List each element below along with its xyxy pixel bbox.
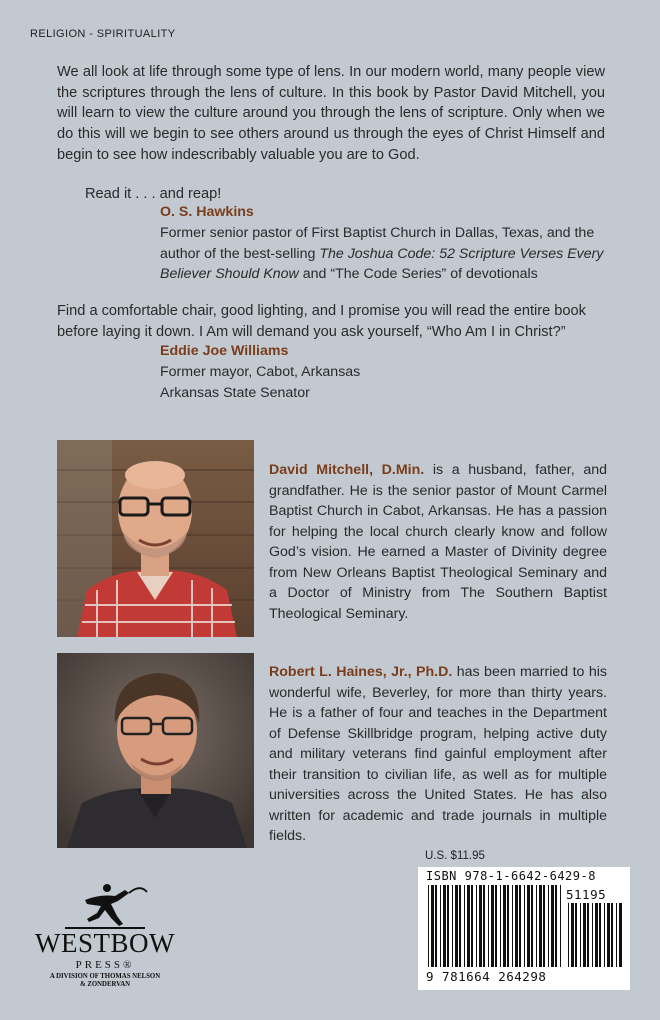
barcode-bar [455,885,458,967]
barcode-bar [447,885,449,967]
publisher-press: PRESS® [75,959,135,971]
publisher-brand: WESTBOW [35,928,175,958]
barcode-bar [503,885,506,967]
barcode-digits: 9 781664 264298 [426,969,547,984]
barcode-bar [500,885,501,967]
addon-number: 51195 [566,887,607,902]
barcode-bar [467,885,470,967]
publisher-division-line2: & ZONDERVAN [79,981,131,988]
blurb2-paragraph [57,301,613,342]
read-line: Read it . . . and reap! [85,186,222,202]
endorser-line2: Arkansas State Senator [160,384,310,401]
barcode-bar [464,885,465,967]
barcode-bar [611,903,613,967]
barcode-bar [551,885,554,967]
publisher-logo [25,880,185,990]
barcode-bar [595,903,598,967]
barcode-bar [519,885,521,967]
barcode-bar [543,885,545,967]
endorsement-williams [160,341,620,403]
barcode-bar [495,885,497,967]
barcode-bar [507,885,509,967]
barcode-bar [488,885,489,967]
barcode-bar [580,903,581,967]
barcode-bar [443,885,446,967]
endorser-book-title: The Joshua Code: 52 Scripture Verses Every Believer Should Know [160,245,604,283]
barcode-bar [568,903,569,967]
barcode-bar [616,903,617,967]
portrait-haines-image [57,653,254,848]
barcode-bar [583,903,586,967]
author-bio-haines [269,662,607,847]
endorser-title-text-end: and “The Code Series” of devotionals [298,266,538,283]
endorser-name: O. S. Hawkins [160,204,254,220]
barcode-bar [452,885,453,967]
barcode-bar [476,885,477,967]
barcode-bar [459,885,461,967]
category-label: RELIGION - SPIRITUALITY [30,28,176,40]
barcode-bar [560,885,561,967]
endorser-title [160,223,620,285]
endorser-title-text: Former senior pastor of First Baptist Church in Dallas, Texas, and the author of the best-selling [160,224,595,262]
author-name: David Mitchell, D.Min. [269,462,425,478]
barcode-bar [571,903,574,967]
barcode-bar [483,885,485,967]
endorser-name: Eddie Joe Williams [160,343,289,359]
barcode-bar [527,885,530,967]
blurb-paragraph [57,62,605,166]
author-bio-mitchell [269,460,607,624]
barcode-bar [431,885,434,967]
barcode-bar [587,903,589,967]
barcode-bar [512,885,513,967]
blurb-text: We all look at life through some type of lens. In our modern world, many people view the scriptures through the lens of culture. In this book by Pastor David Mitchell, you will learn to view the culture around you through the lens of scripture. Only when we do this will we begin to see others around us through the eyes of Christ Himself and begin to see how indescribably valuable you are to God. [57,64,605,163]
blurb2-text: Find a comfortable chair, good lighting, and I promise you will read the entire book before laying it down. I Am will demand you ask yourself, “Who Am I in Christ?” [57,303,586,340]
price-label: U.S. $11.95 [425,850,485,862]
endorser-line1: Former mayor, Cabot, Arkansas [160,363,361,380]
isbn-label: ISBN 978-1-6642-6429-8 [426,869,596,883]
author-name: Robert L. Haines, Jr., Ph.D. [269,664,453,680]
barcode-bar [491,885,494,967]
barcode-bar [555,885,557,967]
runner-icon [25,880,185,930]
barcode-bar [599,903,601,967]
barcode-bar [435,885,437,967]
barcode-bar [592,903,593,967]
barcode-bar [575,903,577,967]
isbn-barcode [418,867,630,990]
barcode-bar [619,903,622,967]
author-photo-mitchell [57,440,254,637]
barcode-bar [515,885,518,967]
author-bio-text: has been married to his wonderful wife, Beverley, for more than thirty years. He is a father of four and teaches in the Department of Defense Skillbridge program, helping active duty and military veterans find gainful employment after their transition to civilian life, as well as for multiple universities across the United States. He has also written for academic and trade journals in multiple fields. [269,664,607,844]
barcode-bar [428,885,429,967]
barcode-bar [604,903,605,967]
barcode-bar [471,885,473,967]
barcode-bar [607,903,610,967]
barcode-bar [548,885,549,967]
portrait-mitchell-image [57,440,254,637]
publisher-division-line1: A DIVISION OF THOMAS NELSON [49,973,161,980]
barcode-bar [479,885,482,967]
barcode-bar [536,885,537,967]
barcode-bar [531,885,533,967]
author-bio-text: is a husband, father, and grandfather. He is the senior pastor of Mount Carmel Baptist Church in Cabot, Arkansas. He has a passion for helping the local church clearly know and follow God’s vision. He earned a Master of Divinity degree from New Orleans Baptist Theological Seminary and a Doctor of Ministry from The Southern Baptist Theological Seminary. [269,462,607,622]
author-photo-haines [57,653,254,848]
barcode-bar [440,885,441,967]
barcode-bar [539,885,542,967]
barcode-bar [524,885,525,967]
endorsement-hawkins [160,202,620,285]
